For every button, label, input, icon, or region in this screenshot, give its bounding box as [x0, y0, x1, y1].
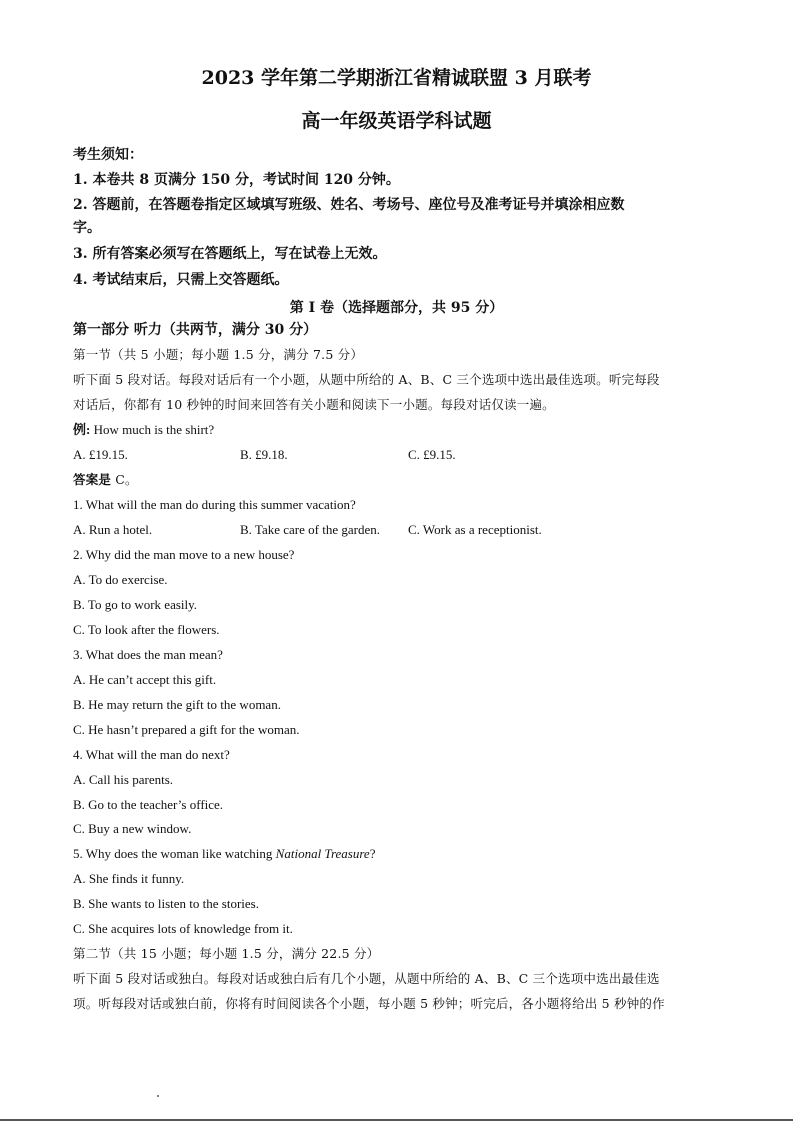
example-question — [73, 421, 214, 439]
question-5-stem-end: ? — [369, 846, 376, 861]
question-4-option-b: B. Go to the teacher’s office. — [73, 797, 224, 812]
section1-title: 第一节（共 5 小题；每小题 1.5 分，满分 7.5 分） — [73, 347, 364, 362]
question-4-stem: 4. What will the man do next? — [73, 747, 230, 762]
page-mark — [157, 1095, 159, 1097]
notice-item: 2. 答题前，在答题卷指定区域填写班级、姓名、考场号、座位号及准考证号并填涂相应数 — [73, 197, 625, 213]
question-1-option-a: A. Run a hotel. — [73, 522, 153, 537]
section1-instruction: 听下面 5 段对话。每段对话后有一个小题，从题中所给的 A、B、C 三个选项中选出最佳选项。听完每段 — [73, 372, 660, 387]
example-option-b: B. £9.18. — [240, 447, 288, 462]
question-5-stem — [73, 845, 375, 863]
question-3-stem: 3. What does the man mean? — [73, 647, 223, 662]
example-option-a: A. £19.15. — [73, 447, 128, 462]
exam-title: 2023 学年第二学期浙江省精诚联盟 3 月联考 — [201, 67, 592, 89]
volume-heading: 第 I 卷（选择题部分，共 95 分） — [289, 300, 504, 316]
notice-item: 4. 考试结束后，只需上交答题纸。 — [73, 272, 289, 288]
question-4-option-a: A. Call his parents. — [73, 772, 174, 787]
question-2-option-b: B. To go to work easily. — [73, 597, 198, 612]
section2-title: 第二节（共 15 小题；每小题 1.5 分，满分 22.5 分） — [73, 946, 380, 961]
page-bottom-rule — [0, 1119, 793, 1121]
exam-subtitle: 高一年级英语学科试题 — [301, 110, 492, 132]
question-3-option-a: A. He can’t accept this gift. — [73, 672, 217, 687]
example-option-c: C. £9.15. — [408, 447, 456, 462]
part1-title: 第一部分 听力（共两节，满分 30 分） — [73, 322, 318, 338]
question-2-option-a: A. To do exercise. — [73, 572, 168, 587]
section2-instruction: 听下面 5 段对话或独白。每段对话或独白后有几个小题，从题中所给的 A、B、C 三个选项中选出最佳选 — [73, 971, 660, 986]
question-1-stem: 1. What will the man do during this summer vacation? — [73, 497, 356, 512]
section2-instruction: 项。听每段对话或独白前，你将有时间阅读各个小题，每小题 5 秒钟；听完后，各小题将给出 5 秒钟的作 — [73, 996, 665, 1011]
question-2-option-c: C. To look after the flowers. — [73, 622, 220, 637]
example-answer-value: C。 — [111, 472, 138, 487]
question-1-option-b: B. Take care of the garden. — [240, 522, 380, 537]
notice-item: 字。 — [73, 220, 101, 236]
example-question-text: How much is the shirt? — [90, 422, 215, 437]
question-3-option-c: C. He hasn’t prepared a gift for the woman. — [73, 722, 300, 737]
question-4-option-c: C. Buy a new window. — [73, 821, 192, 836]
notice-item: 3. 所有答案必须写在答题纸上，写在试卷上无效。 — [73, 246, 387, 262]
question-5-stem-text: 5. Why does the woman like watching — [73, 846, 276, 861]
question-1-option-c: C. Work as a receptionist. — [408, 522, 542, 537]
question-5-title: National Treasure — [275, 846, 370, 861]
example-label: 例: — [73, 422, 91, 437]
notice-heading: 考生须知： — [73, 147, 143, 163]
question-5-option-a: A. She finds it funny. — [73, 871, 185, 886]
example-answer-label: 答案是 — [73, 472, 112, 487]
section1-instruction: 对话后，你都有 10 秒钟的时间来回答有关小题和阅读下一小题。每段对话仅读一遍。 — [73, 397, 555, 412]
question-5-option-c: C. She acquires lots of knowledge from it. — [73, 921, 293, 936]
question-2-stem: 2. Why did the man move to a new house? — [73, 547, 295, 562]
question-3-option-b: B. He may return the gift to the woman. — [73, 697, 281, 712]
example-answer — [73, 471, 138, 489]
notice-item: 1. 本卷共 8 页满分 150 分，考试时间 120 分钟。 — [73, 172, 400, 188]
question-5-option-b: B. She wants to listen to the stories. — [73, 896, 259, 911]
